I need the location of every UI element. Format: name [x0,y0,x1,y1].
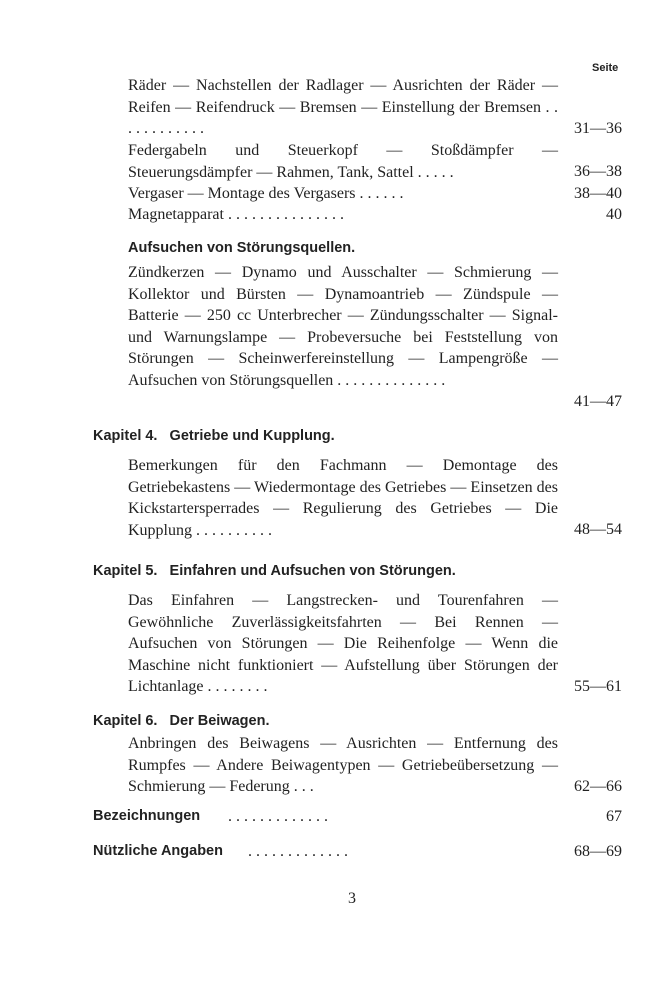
toc-entry-text: Federgabeln und Steuerkopf — Stoßdämpfer — Steuerungsdämpfer — Rahmen, Tank, Sattel . . . . . [128,142,558,181]
toc-entry-kapitel4 [128,455,622,545]
toc-entry-text: Anbringen des Beiwagens — Ausrichten — Entfernung des Rumpfes — Andere Beiwagentypen — Getriebeübersetzung — Schmierung — Federung . . . [128,735,558,795]
chapter-title-6: Kapitel 6. Der Beiwagen. [93,713,270,729]
toc-entry-bezeichnungen [228,806,622,830]
toc-entry-text: Das Einfahren — Langstrecken- und Tourenfahren — Gewöhnliche Zuverlässigkeitsfahrten — Bei Rennen — Aufsuchen von Störungen — Die Reihenfolge — Wenn die Maschine nicht funktioniert — Aufstellung über Störungen der Lichtanlage . . . . . . . . [128,592,558,695]
toc-entry-text: Räder — Nachstellen der Radlager — Ausrichten der Räder — Reifen — Reifendruck — Bremsen — Einstellung der Bremsen . . . . . . . . . . . . [128,77,558,137]
toc-entry-pages: 67 [606,808,622,825]
toc-entry-text: Vergaser — Montage des Vergasers . . . . . . [128,185,404,202]
toc-entry-stoerungsquellen [128,262,622,412]
toc-entry-text: Magnetapparat . . . . . . . . . . . . . . . [128,206,344,223]
toc-entry-nuetzliche-label: Nützliche Angaben [93,843,223,859]
toc-entry-pages: 38—40 [574,185,622,202]
toc-entry-pages: 68—69 [574,843,622,860]
toc-entry-dots: . . . . . . . . . . . . . [248,843,348,860]
toc-entry-kapitel5 [128,590,622,700]
toc-entry-text: Bemerkungen für den Fachmann — Demontage des Getriebekastens — Wiedermontage des Getriebes — Einsetzen des Kickstartersperrades — Regulierung des Getriebes — Die Kupplung . . . . . . . . . . [128,457,558,539]
toc-entry-bezeichnungen-label: Bezeichnungen [93,808,201,824]
toc-entry-federgabeln [128,140,622,185]
chapter-title-5: Kapitel 5. Einfahren und Aufsuchen von Störungen. [93,563,456,579]
toc-entry-pages: 48—54 [574,521,622,538]
toc-entry-nuetzliche [248,841,622,865]
toc-entry-pages: 31—36 [574,120,622,137]
chapter-title-4: Kapitel 4. Getriebe und Kupplung. [93,428,335,444]
toc-entry-pages: 41—47 [574,393,622,410]
toc-entry-pages: 40 [606,206,622,223]
toc-entry-pages: 36—38 [574,163,622,180]
seite-label: Seite [592,62,619,74]
toc-entry-text: Zündkerzen — Dynamo und Ausschalter — Schmierung — Kollektor und Bürsten — Dynamoantrieb — Zündspule — Batterie — 250 cc Unterbrecher — Zündungsschalter — Signal- und Warnungslampe — Probeversuche bei Feststellung von Störungen — Scheinwerfereinstellung — Lampengröße — Aufsuchen von Störungsquellen . . . . . . . . . . . . . . [128,264,558,389]
toc-entry-pages: 55—61 [574,678,622,695]
toc-entry-pages: 62—66 [574,778,622,795]
page-number: 3 [348,890,356,907]
toc-entry-kapitel6 [128,733,622,803]
toc-entry-magnetapparat [128,204,622,228]
toc-entry-dots: . . . . . . . . . . . . . [228,808,328,825]
section-title-stoerungsquellen: Aufsuchen von Störungsquellen. [128,240,356,256]
toc-entry-raeder [128,75,622,145]
